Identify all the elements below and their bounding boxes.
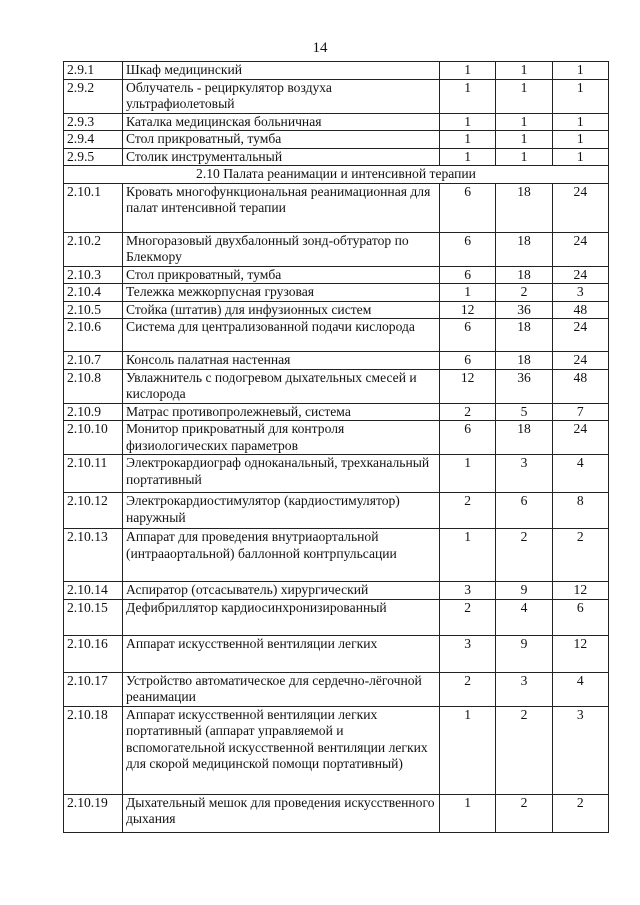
item-name-cell: Электрокардиограф одноканальный, трехканальный портативный <box>123 455 440 493</box>
item-number-cell: 2.10.16 <box>64 635 123 672</box>
quantity-cell-3: 24 <box>552 266 608 284</box>
quantity-cell-3: 1 <box>552 79 608 113</box>
quantity-cell-2: 18 <box>496 232 552 266</box>
item-number-cell: 2.10.13 <box>64 529 123 582</box>
quantity-cell-1: 2 <box>440 672 496 706</box>
page-number: 14 <box>312 40 328 56</box>
item-number-cell: 2.10.3 <box>64 266 123 284</box>
item-number-cell: 2.10.17 <box>64 672 123 706</box>
item-number-cell: 2.10.1 <box>64 183 123 232</box>
section-title: 2.10 Палата реанимации и интенсивной терапии <box>64 166 609 184</box>
item-number-cell: 2.9.5 <box>64 148 123 166</box>
table-row <box>64 232 609 266</box>
quantity-cell-3: 3 <box>552 284 608 302</box>
item-name-cell: Стол прикроватный, тумба <box>123 131 440 149</box>
item-number-cell: 2.9.4 <box>64 131 123 149</box>
table-row <box>64 403 609 421</box>
item-number-cell: 2.9.1 <box>64 62 123 80</box>
item-name-cell: Многоразовый двухбалонный зонд-обтуратор по Блекмору <box>123 232 440 266</box>
item-name-cell: Каталка медицинская больничная <box>123 113 440 131</box>
quantity-cell-3: 48 <box>552 369 608 403</box>
item-name-cell: Аппарат для проведения внутриаортальной (интрааортальной) баллонной контрпульсации <box>123 529 440 582</box>
item-number-cell: 2.10.5 <box>64 301 123 319</box>
item-number-cell: 2.10.6 <box>64 319 123 352</box>
item-name-cell: Столик инструментальный <box>123 148 440 166</box>
quantity-cell-3: 6 <box>552 599 608 635</box>
quantity-cell-3: 4 <box>552 455 608 493</box>
quantity-cell-2: 2 <box>496 284 552 302</box>
item-number-cell: 2.10.4 <box>64 284 123 302</box>
quantity-cell-2: 1 <box>496 148 552 166</box>
quantity-cell-3: 1 <box>552 131 608 149</box>
quantity-cell-2: 5 <box>496 403 552 421</box>
quantity-cell-1: 6 <box>440 319 496 352</box>
item-number-cell: 2.10.9 <box>64 403 123 421</box>
table-row <box>64 421 609 455</box>
table-row <box>64 113 609 131</box>
table-row <box>64 529 609 582</box>
item-number-cell: 2.10.11 <box>64 455 123 493</box>
item-number-cell: 2.10.14 <box>64 582 123 600</box>
quantity-cell-1: 1 <box>440 794 496 832</box>
item-name-cell: Устройство автоматическое для сердечно-лёгочной реанимации <box>123 672 440 706</box>
quantity-cell-3: 2 <box>552 529 608 582</box>
table-row <box>64 62 609 80</box>
quantity-cell-3: 2 <box>552 794 608 832</box>
item-number-cell: 2.10.18 <box>64 706 123 794</box>
item-name-cell: Увлажнитель с подогревом дыхательных смесей и кислорода <box>123 369 440 403</box>
item-name-cell: Матрас противопролежневый, система <box>123 403 440 421</box>
table-row <box>64 455 609 493</box>
item-name-cell: Система для централизованной подачи кислорода <box>123 319 440 352</box>
quantity-cell-2: 36 <box>496 301 552 319</box>
item-number-cell: 2.10.19 <box>64 794 123 832</box>
item-name-cell: Электрокардиостимулятор (кардиостимулятор) наружный <box>123 493 440 529</box>
item-name-cell: Стойка (штатив) для инфузионных систем <box>123 301 440 319</box>
quantity-cell-1: 1 <box>440 148 496 166</box>
quantity-cell-2: 9 <box>496 635 552 672</box>
item-name-cell: Кровать многофункциональная реанимационная для палат интенсивной терапии <box>123 183 440 232</box>
quantity-cell-2: 3 <box>496 672 552 706</box>
quantity-cell-1: 2 <box>440 403 496 421</box>
item-number-cell: 2.10.15 <box>64 599 123 635</box>
item-name-cell: Дыхательный мешок для проведения искусственного дыхания <box>123 794 440 832</box>
table-row <box>64 148 609 166</box>
item-number-cell: 2.10.12 <box>64 493 123 529</box>
quantity-cell-1: 1 <box>440 706 496 794</box>
table-row <box>64 493 609 529</box>
item-name-cell: Облучатель - рециркулятор воздуха ультрафиолетовый <box>123 79 440 113</box>
quantity-cell-3: 24 <box>552 183 608 232</box>
quantity-cell-2: 18 <box>496 421 552 455</box>
item-name-cell: Аппарат искусственной вентиляции легких <box>123 635 440 672</box>
quantity-cell-3: 7 <box>552 403 608 421</box>
table-row <box>64 284 609 302</box>
quantity-cell-3: 12 <box>552 635 608 672</box>
item-name-cell: Стол прикроватный, тумба <box>123 266 440 284</box>
table-row <box>64 635 609 672</box>
quantity-cell-2: 18 <box>496 319 552 352</box>
item-name-cell: Монитор прикроватный для контроля физиологических параметров <box>123 421 440 455</box>
quantity-cell-2: 1 <box>496 113 552 131</box>
quantity-cell-3: 1 <box>552 113 608 131</box>
quantity-cell-1: 6 <box>440 183 496 232</box>
quantity-cell-1: 2 <box>440 493 496 529</box>
quantity-cell-1: 1 <box>440 131 496 149</box>
item-number-cell: 2.10.7 <box>64 352 123 370</box>
quantity-cell-3: 1 <box>552 62 608 80</box>
quantity-cell-3: 24 <box>552 421 608 455</box>
item-number-cell: 2.9.2 <box>64 79 123 113</box>
table-row <box>64 794 609 832</box>
item-name-cell: Дефибриллятор кардиосинхронизированный <box>123 599 440 635</box>
equipment-table-body <box>64 62 609 833</box>
quantity-cell-2: 18 <box>496 266 552 284</box>
item-name-cell: Консоль палатная настенная <box>123 352 440 370</box>
quantity-cell-1: 1 <box>440 113 496 131</box>
section-header-row <box>64 166 609 184</box>
table-row <box>64 352 609 370</box>
quantity-cell-3: 3 <box>552 706 608 794</box>
table-row <box>64 183 609 232</box>
item-number-cell: 2.9.3 <box>64 113 123 131</box>
table-row <box>64 131 609 149</box>
quantity-cell-3: 24 <box>552 232 608 266</box>
quantity-cell-1: 1 <box>440 62 496 80</box>
table-row <box>64 706 609 794</box>
quantity-cell-1: 12 <box>440 369 496 403</box>
quantity-cell-1: 3 <box>440 582 496 600</box>
quantity-cell-1: 6 <box>440 352 496 370</box>
table-row <box>64 301 609 319</box>
quantity-cell-3: 24 <box>552 319 608 352</box>
item-name-cell: Аппарат искусственной вентиляции легких портативный (аппарат управляемой и вспомогательной искусственной вентиляции легких для скорой медицинской помощи портативный) <box>123 706 440 794</box>
table-row <box>64 599 609 635</box>
quantity-cell-2: 9 <box>496 582 552 600</box>
item-number-cell: 2.10.2 <box>64 232 123 266</box>
table-row <box>64 369 609 403</box>
quantity-cell-2: 4 <box>496 599 552 635</box>
quantity-cell-2: 2 <box>496 529 552 582</box>
quantity-cell-1: 6 <box>440 266 496 284</box>
quantity-cell-3: 8 <box>552 493 608 529</box>
table-row <box>64 582 609 600</box>
quantity-cell-3: 4 <box>552 672 608 706</box>
item-name-cell: Аспиратор (отсасыватель) хирургический <box>123 582 440 600</box>
quantity-cell-1: 2 <box>440 599 496 635</box>
quantity-cell-2: 6 <box>496 493 552 529</box>
table-row <box>64 266 609 284</box>
quantity-cell-1: 1 <box>440 284 496 302</box>
quantity-cell-3: 48 <box>552 301 608 319</box>
item-number-cell: 2.10.8 <box>64 369 123 403</box>
quantity-cell-2: 2 <box>496 794 552 832</box>
quantity-cell-2: 3 <box>496 455 552 493</box>
item-name-cell: Тележка межкорпусная грузовая <box>123 284 440 302</box>
quantity-cell-1: 12 <box>440 301 496 319</box>
table-row <box>64 79 609 113</box>
quantity-cell-2: 1 <box>496 79 552 113</box>
quantity-cell-2: 18 <box>496 183 552 232</box>
quantity-cell-3: 12 <box>552 582 608 600</box>
item-number-cell: 2.10.10 <box>64 421 123 455</box>
quantity-cell-3: 1 <box>552 148 608 166</box>
quantity-cell-2: 18 <box>496 352 552 370</box>
quantity-cell-3: 24 <box>552 352 608 370</box>
item-name-cell: Шкаф медицинский <box>123 62 440 80</box>
quantity-cell-1: 3 <box>440 635 496 672</box>
quantity-cell-2: 1 <box>496 62 552 80</box>
quantity-cell-1: 1 <box>440 529 496 582</box>
quantity-cell-1: 6 <box>440 232 496 266</box>
table-row <box>64 319 609 352</box>
quantity-cell-2: 2 <box>496 706 552 794</box>
equipment-table <box>63 61 609 833</box>
table-row <box>64 672 609 706</box>
quantity-cell-1: 1 <box>440 79 496 113</box>
quantity-cell-1: 1 <box>440 455 496 493</box>
quantity-cell-2: 1 <box>496 131 552 149</box>
quantity-cell-2: 36 <box>496 369 552 403</box>
quantity-cell-1: 6 <box>440 421 496 455</box>
